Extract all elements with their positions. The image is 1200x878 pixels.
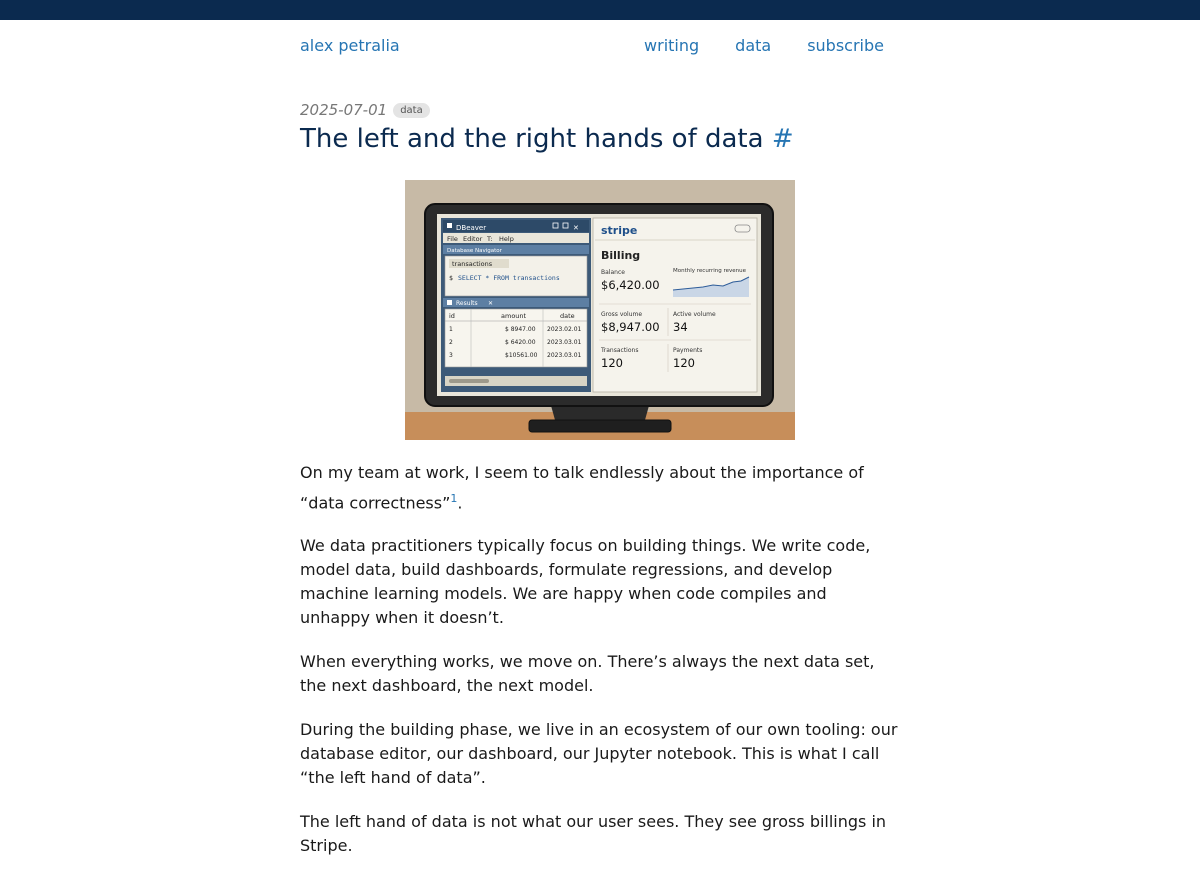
sql-query: SELECT * FROM transactions bbox=[458, 274, 560, 282]
article-body bbox=[300, 460, 900, 878]
title-anchor-link[interactable]: # bbox=[771, 124, 794, 154]
top-bar bbox=[0, 0, 1200, 20]
table-cell: 1 bbox=[449, 326, 453, 333]
dbeaver-app-title: DBeaver bbox=[456, 224, 487, 232]
article-paragraph-1 bbox=[300, 460, 900, 516]
post-date: 2025-07-01 bbox=[300, 101, 388, 119]
metric-label-mrr: Monthly recurring revenue bbox=[673, 268, 747, 274]
dbeaver-app-icon bbox=[447, 223, 452, 228]
table-cell: 2023.03.01 bbox=[547, 339, 582, 346]
nav-link-subscribe[interactable]: subscribe bbox=[807, 36, 884, 55]
nav-link-writing[interactable]: writing bbox=[644, 36, 700, 55]
table-cell: 3 bbox=[449, 352, 453, 359]
close-icon: ✕ bbox=[573, 224, 579, 232]
col-header-amount: amount bbox=[501, 312, 527, 320]
metric-value-gross-volume: $8,947.00 bbox=[601, 320, 660, 334]
metric-value-balance: $6,420.00 bbox=[601, 278, 660, 292]
page-title-text: The left and the right hands of data bbox=[300, 124, 764, 154]
footnote-link-1[interactable]: 1 bbox=[450, 492, 458, 505]
stripe-brand: stripe bbox=[601, 224, 638, 237]
navigator-label: Database Navigator bbox=[447, 248, 502, 254]
billing-heading: Billing bbox=[601, 249, 641, 262]
article-paragraph-3: When everything works, we move on. There’s always the next data set, the next dashboard, the next model. bbox=[300, 652, 875, 696]
monitor-base bbox=[529, 420, 671, 432]
menu-file: File bbox=[447, 235, 458, 243]
metric-value-active-volume: 34 bbox=[673, 320, 688, 334]
post-meta bbox=[300, 101, 430, 119]
page-title bbox=[300, 124, 794, 154]
results-icon bbox=[447, 300, 452, 305]
nav-link-data[interactable]: data bbox=[735, 36, 772, 55]
table-cell: 2 bbox=[449, 339, 453, 346]
col-header-date: date bbox=[560, 312, 575, 320]
site-nav bbox=[300, 36, 884, 62]
nav-links bbox=[644, 36, 884, 55]
query-prompt: $ bbox=[449, 274, 453, 282]
table-cell: $ 8947.00 bbox=[505, 326, 536, 333]
metric-value-transactions: 120 bbox=[601, 356, 623, 370]
table-cell: 2023.03.01 bbox=[547, 352, 582, 359]
table-cell: $10561.00 bbox=[505, 352, 538, 359]
paragraph-text: On my team at work, I seem to talk endlessly about the importance of “data correctness” bbox=[300, 463, 864, 513]
metric-label-transactions: Transactions bbox=[601, 347, 639, 354]
metric-value-payments: 120 bbox=[673, 356, 695, 370]
metric-label-active-volume: Active volume bbox=[673, 311, 716, 318]
table-tab-label: transactions bbox=[452, 260, 493, 268]
scrollbar-thumb bbox=[449, 379, 489, 383]
paragraph-end: . bbox=[457, 493, 463, 513]
menu-help: Help bbox=[499, 235, 514, 243]
article-paragraph-5: The left hand of data is not what our user sees. They see gross billings in Stripe. bbox=[300, 812, 887, 856]
col-header-id: id bbox=[449, 312, 455, 320]
table-cell: $ 6420.00 bbox=[505, 339, 536, 346]
article-paragraph-2: We data practitioners typically focus on building things. We write code, model data, build dashboards, formulate regressions, and develop machine learning models. We are happy when code compiles and unhappy when it doesn’t. bbox=[300, 536, 871, 628]
table-cell: 2023.02.01 bbox=[547, 326, 582, 333]
metric-label-payments: Payments bbox=[673, 347, 703, 354]
menu-t: T: bbox=[487, 235, 493, 243]
metric-label-gross-volume: Gross volume bbox=[601, 311, 643, 318]
site-name-link[interactable]: alex petralia bbox=[300, 36, 400, 55]
results-label: Results bbox=[456, 300, 478, 307]
menu-editor: Editor bbox=[463, 235, 483, 243]
tag-badge[interactable]: data bbox=[393, 103, 430, 118]
article-paragraph-4: During the building phase, we live in an ecosystem of our own tooling: our database editor, our dashboard, our Jupyter notebook. This is what I call “the left hand of data”. bbox=[300, 720, 898, 788]
hero-illustration bbox=[405, 180, 795, 440]
metric-label-balance: Balance bbox=[601, 269, 625, 276]
results-close-icon: ✕ bbox=[488, 300, 494, 307]
